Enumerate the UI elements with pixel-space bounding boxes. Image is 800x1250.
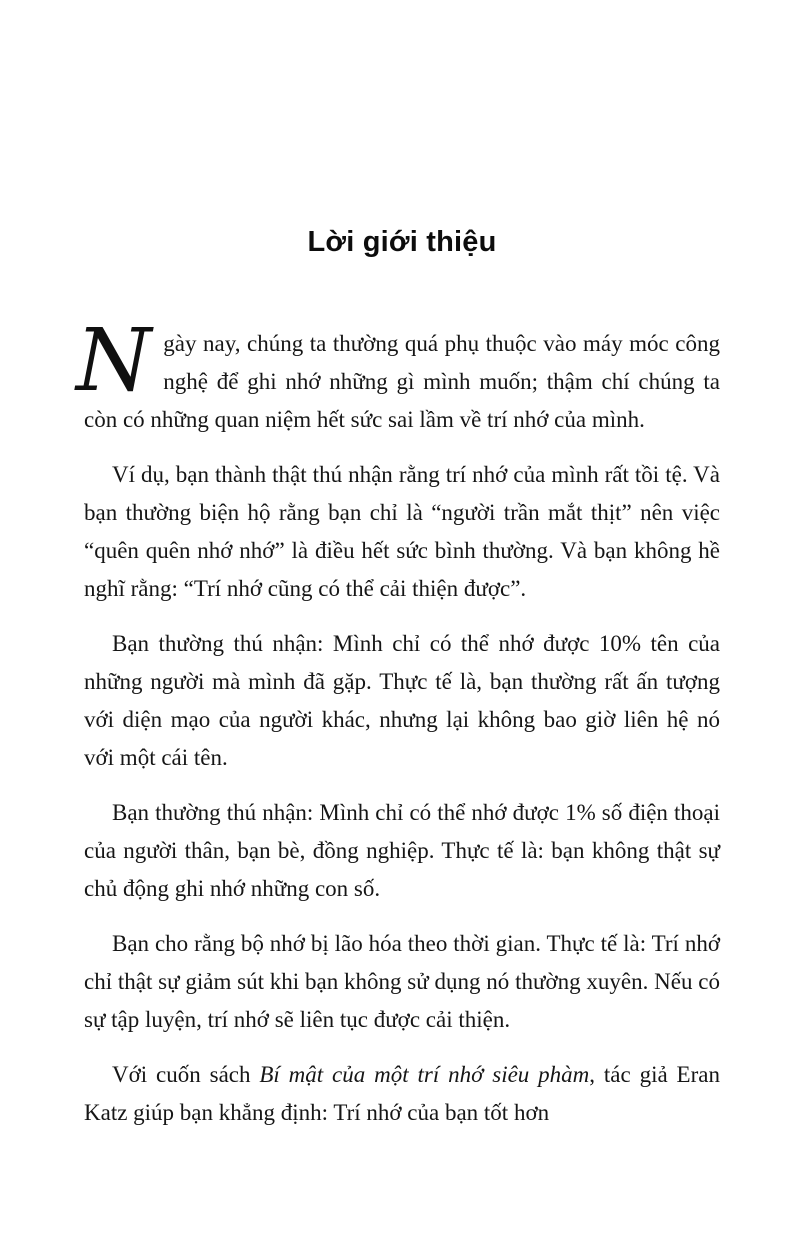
- page-title: Lời giới thiệu: [307, 226, 497, 258]
- paragraph-aging-memory: Bạn cho rằng bộ nhớ bị lão hóa theo thời gian. Thực tế là: Trí nhớ chỉ thật sự giảm sút khi bạn không sử dụng nó thường xuyên. Nếu có sự tập luyện, trí nhớ sẽ liên tục được cải thiện.: [84, 931, 720, 1032]
- paragraph-intro: [76, 311, 720, 439]
- body-text: [76, 311, 720, 1132]
- book-mention-before: Với cuốn sách: [112, 1062, 260, 1087]
- paragraph-book-mention: [84, 1056, 720, 1132]
- paragraph-example: Ví dụ, bạn thành thật thú nhận rằng trí nhớ của mình rất tồi tệ. Và bạn thường biện hộ rằng bạn chỉ là “người trần mắt thịt” nên việc “quên quên nhớ nhớ” là điều hết sức bình thường. Và bạn không hề nghĩ rằng: “Trí nhớ cũng có thể cải thiện được”.: [84, 462, 720, 601]
- paragraph-names: Bạn thường thú nhận: Mình chỉ có thể nhớ được 10% tên của những người mà mình đã gặp. Thực tế là, bạn thường rất ấn tượng với diện mạo của người khác, nhưng lại không bao giờ liên hệ nó với một cái tên.: [84, 631, 720, 770]
- paragraph-phone-numbers: Bạn thường thú nhận: Mình chỉ có thể nhớ được 1% số điện thoại của người thân, bạn bè, đồng nghiệp. Thực tế là: bạn không thật sự chủ động ghi nhớ những con số.: [84, 800, 720, 901]
- book-mention-after: , tác giả Eran Katz giúp bạn khẳng định: Trí nhớ của bạn tốt hơn: [84, 1062, 720, 1125]
- dropcap-letter: N: [76, 311, 152, 411]
- paragraph-intro-text: gày nay, chúng ta thường quá phụ thuộc vào máy móc công nghệ để ghi nhớ những gì mình muốn; thậm chí chúng ta còn có những quan niệm hết sức sai lầm về trí nhớ của mình.: [84, 331, 720, 432]
- book-title-italic: Bí mật của một trí nhớ siêu phàm: [259, 1062, 590, 1087]
